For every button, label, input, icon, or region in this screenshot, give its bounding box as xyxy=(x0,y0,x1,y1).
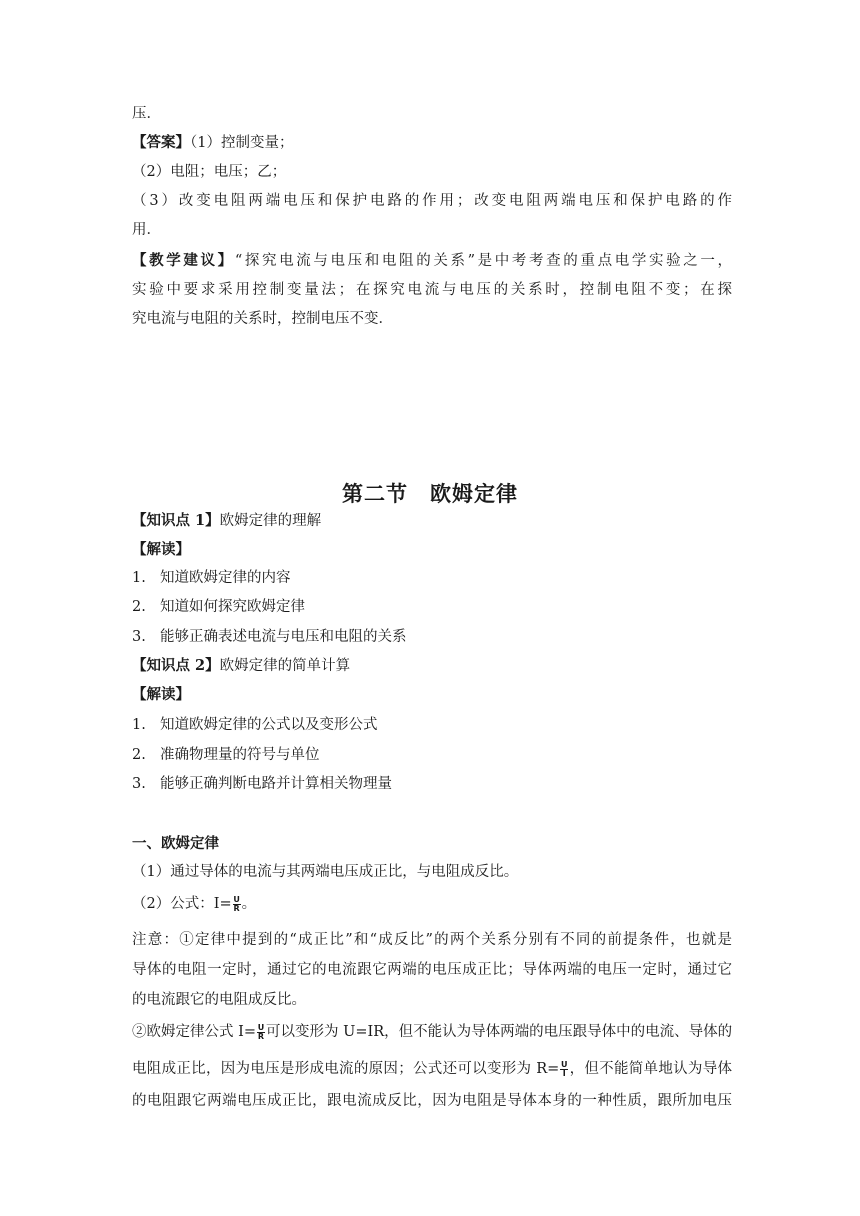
note-line xyxy=(132,1059,732,1079)
list-number: 2. xyxy=(132,747,146,763)
formula-fraction xyxy=(233,896,241,913)
fraction-numerator: U xyxy=(233,894,240,904)
list-text: 知道如何探究欧姆定律 xyxy=(160,599,305,615)
list-item xyxy=(132,568,291,588)
formula-suffix: 。 xyxy=(241,896,257,912)
list-text: 知道欧姆定律的内容 xyxy=(160,570,291,586)
note-text: 电阻成正比，因为电压是形成电流的原因；公式还可以变形为 R= xyxy=(132,1061,560,1077)
knowledge-point-1 xyxy=(132,511,732,531)
suggestion-text: “探究电流与电压和电阻的关系”是中考考查的重点电学实验之一， xyxy=(234,253,733,269)
list-item xyxy=(132,745,320,765)
note-line: 注意：①定律中提到的“成正比”和“成反比”的两个关系分别有不同的前提条件，也就是 xyxy=(132,932,732,948)
answer-line xyxy=(132,133,732,153)
answer-line: 用． xyxy=(132,222,161,238)
formula-fraction xyxy=(560,1061,568,1078)
note-line: 的电流跟它的电阻成反比。 xyxy=(132,992,306,1008)
answer-line: （3）改变电阻两端电压和保护电路的作用；改变电阻两端电压和保护电路的作 xyxy=(132,193,732,209)
law-paragraph: （1）通过导体的电流与其两端电压成正比，与电阻成反比。 xyxy=(132,864,519,880)
kp1-text: 欧姆定律的理解 xyxy=(219,513,322,529)
knowledge-point-2 xyxy=(132,656,732,676)
fraction-numerator: U xyxy=(257,1022,265,1032)
list-item xyxy=(132,627,407,647)
answer-line: （2）电阻；电压；乙； xyxy=(132,164,287,180)
kp1-label: 【知识点 1】 xyxy=(132,512,220,529)
note-line: 的电阻跟它两端电压成正比，跟电流成反比，因为电阻是导体本身的一种性质，跟所加电压 xyxy=(132,1093,732,1109)
list-text: 能够正确表述电流与电压和电阻的关系 xyxy=(160,629,407,645)
reading-heading: 【解读】 xyxy=(132,686,190,703)
answer-label: 【答案】 xyxy=(132,134,190,151)
list-number: 3. xyxy=(132,776,146,792)
suggestion-label: 【教学建议】 xyxy=(132,252,235,269)
fraction-denominator: R xyxy=(233,903,240,913)
list-item xyxy=(132,774,392,794)
list-number: 1. xyxy=(132,717,146,733)
section-title: 第二节 欧姆定律 xyxy=(342,482,518,506)
fraction-denominator: I xyxy=(562,1068,566,1078)
list-text: 能够正确判断电路并计算相关物理量 xyxy=(160,776,392,792)
list-item xyxy=(132,715,378,735)
list-item xyxy=(132,597,305,617)
answer-text: （1）控制变量； xyxy=(190,135,294,151)
formula-line xyxy=(132,894,732,914)
note-text: ②欧姆定律公式 I= xyxy=(132,1024,256,1040)
fraction-numerator: U xyxy=(561,1059,568,1069)
formula-fraction xyxy=(257,1024,265,1041)
list-text: 准确物理量的符号与单位 xyxy=(160,747,320,763)
kp2-label: 【知识点 2】 xyxy=(132,657,220,674)
suggestion-line xyxy=(132,251,732,271)
note-line: 导体的电阻一定时，通过它的电流跟它两端的电压成正比；导体两端的电压一定时，通过它 xyxy=(132,962,732,978)
formula-prefix: （2）公式：I= xyxy=(132,896,232,912)
law-heading: 一、欧姆定律 xyxy=(132,835,219,852)
text-line: 压． xyxy=(132,106,161,122)
list-number: 2. xyxy=(132,599,146,615)
reading-heading: 【解读】 xyxy=(132,541,190,558)
note-text: 可以变形为 U=IR，但不能认为导体两端的电压跟导体中的电流、导体的 xyxy=(266,1024,733,1040)
kp2-text: 欧姆定律的简单计算 xyxy=(219,658,351,674)
list-number: 1. xyxy=(132,570,146,586)
list-text: 知道欧姆定律的公式以及变形公式 xyxy=(160,717,378,733)
note-text: ，但不能简单地认为导体 xyxy=(569,1061,732,1077)
fraction-denominator: R xyxy=(257,1031,265,1041)
note-line xyxy=(132,1022,732,1042)
suggestion-line: 究电流与电阻的关系时，控制电压不变． xyxy=(132,311,393,327)
list-number: 3. xyxy=(132,629,146,645)
suggestion-line: 实验中要求采用控制变量法；在探究电流与电压的关系时，控制电阻不变；在探 xyxy=(132,282,732,298)
